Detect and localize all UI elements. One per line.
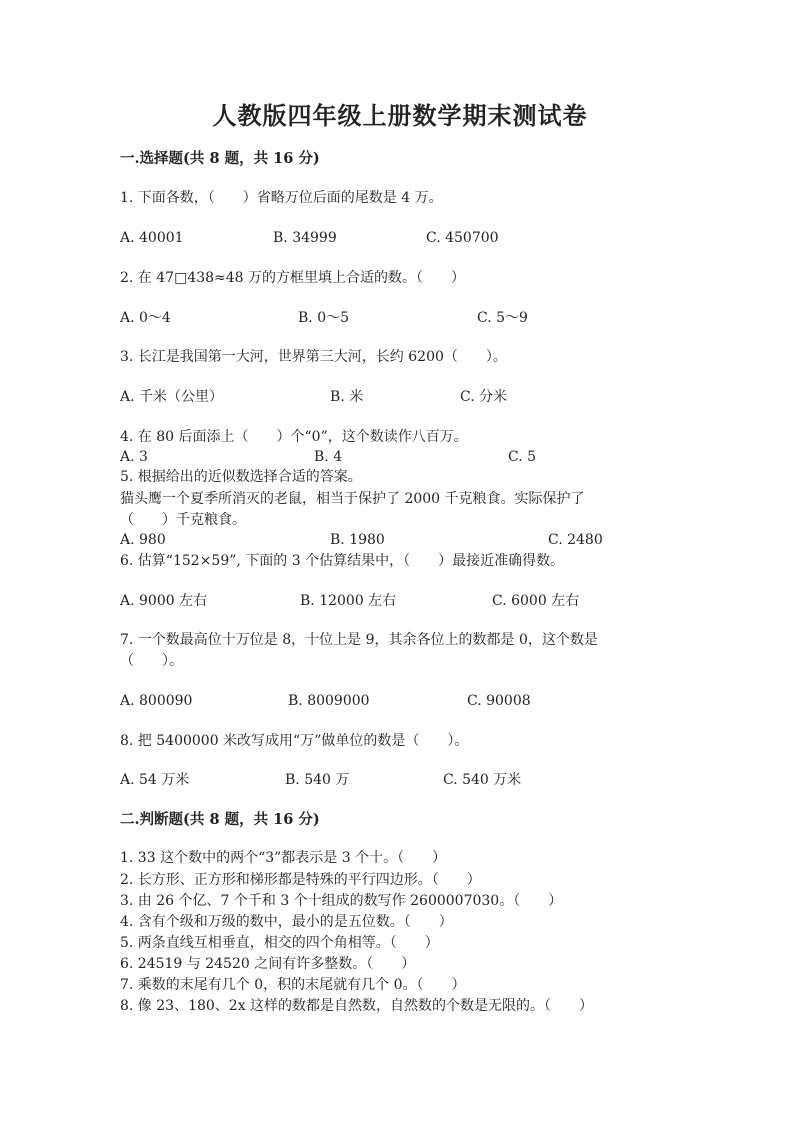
q3-option-b[interactable]: B. 米 [330,389,364,405]
page-title: 人教版四年级上册数学期末测试卷 [212,101,588,130]
judgement-item-7: 7. 乘数的末尾有几个 0，积的末尾就有几个 0。（ ） [120,977,466,993]
judgement-item-1: 1. 33 这个数中的两个“3”都表示是 3 个十。（ ） [120,850,447,866]
judgement-item-5: 5. 两条直线互相垂直，相交的四个角相等。（ ） [120,935,439,951]
q8-option-b[interactable]: B. 540 万 [285,772,350,788]
question-5-line-1: 5. 根据给出的近似数选择合适的答案。 [120,469,362,485]
question-8: 8. 把 5400000 米改写成用“万”做单位的数是（ ）。 [120,733,469,749]
q4-option-a[interactable]: A. 3 [120,449,148,465]
q6-option-b[interactable]: B. 12000 左右 [300,593,397,609]
q2-option-c[interactable]: C. 5～9 [477,310,528,326]
question-4: 4. 在 80 后面添上（ ）个“0”，这个数读作八百万。 [120,429,468,445]
judgement-item-3: 3. 由 26 个亿、7 个千和 3 个十组成的数写作 2600007030。（ ） [120,893,563,909]
question-2: 2. 在 47□438≈48 万的方框里填上合适的数。（ ） [120,270,466,286]
q3-option-c[interactable]: C. 分米 [460,389,508,405]
q2-option-a[interactable]: A. 0～4 [120,310,171,326]
judgement-item-8: 8. 像 23、180、2x 这样的数都是自然数，自然数的个数是无限的。（ ） [120,998,594,1014]
section-heading-choice: 一.选择题(共 8 题，共 16 分) [120,150,320,167]
question-5-line-3: （ ）千克粮食。 [120,512,246,528]
q7-option-b[interactable]: B. 8009000 [288,693,370,709]
question-3: 3. 长江是我国第一大河，世界第三大河，长约 6200（ ）。 [120,349,507,365]
question-7-line-2: （ ）。 [120,653,183,669]
judgement-item-6: 6. 24519 与 24520 之间有许多整数。（ ） [120,956,416,972]
q8-option-a[interactable]: A. 54 万米 [120,772,190,788]
question-6: 6. 估算“152×59”, 下面的 3 个估算结果中，（ ）最接近准确得数。 [120,553,565,569]
judgement-item-4: 4. 含有个级和万级的数中，最小的是五位数。（ ） [120,914,453,930]
question-7-line-1: 7. 一个数最高位十万位是 8，十位上是 9，其余各位上的数都是 0，这个数是 [120,632,598,648]
section-heading-judgement: 二.判断题(共 8 题，共 16 分) [120,811,320,828]
q3-option-a[interactable]: A. 千米（公里） [120,389,224,405]
q6-option-a[interactable]: A. 9000 左右 [120,593,208,609]
q8-option-c[interactable]: C. 540 万米 [443,772,522,788]
judgement-item-2: 2. 长方形、正方形和梯形都是特殊的平行四边形。（ ） [120,872,481,888]
question-5-line-2: 猫头鹰一个夏季所消灭的老鼠，相当于保护了 2000 千克粮食。实际保护了 [120,491,585,507]
q5-option-b[interactable]: B. 1980 [330,532,385,548]
q4-option-c[interactable]: C. 5 [508,449,537,465]
q1-option-b[interactable]: B. 34999 [273,230,337,246]
q7-option-a[interactable]: A. 800090 [120,693,193,709]
q4-option-b[interactable]: B. 4 [314,449,343,465]
q5-option-c[interactable]: C. 2480 [548,532,603,548]
question-1: 1. 下面各数，（ ）省略万位后面的尾数是 4 万。 [120,190,443,206]
q1-option-c[interactable]: C. 450700 [426,230,499,246]
q1-option-a[interactable]: A. 40001 [120,230,184,246]
q7-option-c[interactable]: C. 90008 [467,693,531,709]
q5-option-a[interactable]: A. 980 [120,532,166,548]
q2-option-b[interactable]: B. 0～5 [298,310,350,326]
q6-option-c[interactable]: C. 6000 左右 [492,593,580,609]
